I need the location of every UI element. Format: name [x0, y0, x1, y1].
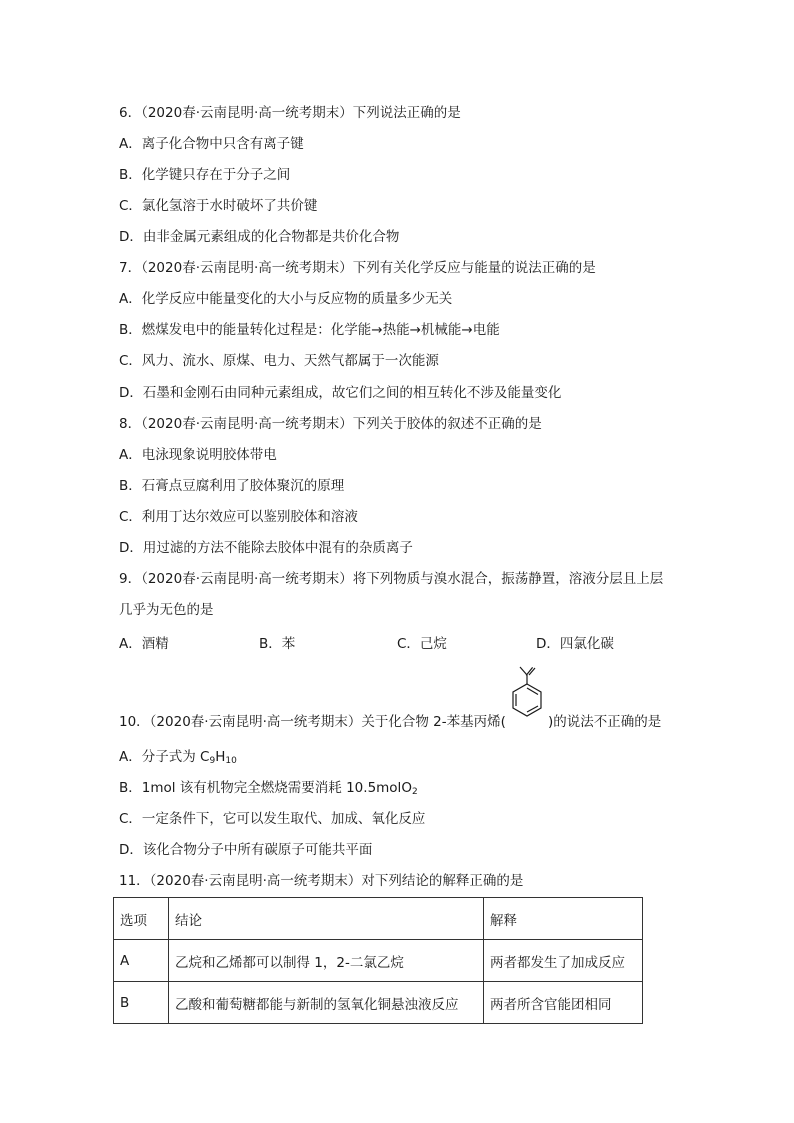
q8-stem: 8．（2020春·云南昆明·高一统考期末）下列关于胶体的叙述不正确的是: [119, 416, 542, 432]
table-header-cell: 结论: [169, 898, 484, 940]
q9-option-c: C．己烷: [397, 636, 447, 652]
q10-stem-pre: 10．（2020春·云南昆明·高一统考期末）关于化合物 2-苯基丙烯(: [119, 714, 506, 730]
table-cell: 两者所含官能团相同: [484, 982, 643, 1024]
q7-option-d: D．石墨和金刚石由同种元素组成，故它们之间的相互转化不涉及能量变化: [119, 385, 562, 401]
q9-option-d: D．四氯化碳: [536, 636, 614, 652]
table-row: [114, 940, 643, 982]
q6-option-d: D．由非金属元素组成的化合物都是共价化合物: [119, 229, 400, 245]
q10-option-a: A．分子式为 $C_9H_{10}$: [119, 749, 237, 766]
q9-stem-line2: 几乎为无色的是: [119, 602, 214, 618]
2-phenylpropene-structure-icon: [503, 665, 551, 723]
q8-option-c: C．利用丁达尔效应可以鉴别胶体和溶液: [119, 509, 358, 525]
q9-option-b: B．苯: [259, 636, 296, 652]
q6-option-c: C．氯化氢溶于水时破坏了共价键: [119, 198, 318, 214]
q7-stem: 7．（2020春·云南昆明·高一统考期末）下列有关化学反应与能量的说法正确的是: [119, 260, 596, 276]
q6-option-a: A．离子化合物中只含有离子键: [119, 136, 304, 152]
table-cell: A: [114, 940, 169, 982]
q8-option-d: D．用过滤的方法不能除去胶体中混有的杂质离子: [119, 540, 413, 556]
table-header-cell: 选项: [114, 898, 169, 940]
q7-option-a: A．化学反应中能量变化的大小与反应物的质量多少无关: [119, 291, 453, 307]
q9-option-a: A．酒精: [119, 636, 169, 652]
table-cell: 乙烷和乙烯都可以制得 1，2-二氯乙烷: [169, 940, 484, 982]
table-cell: 乙酸和葡萄糖都能与新制的氢氧化铜悬浊液反应: [169, 982, 484, 1024]
q8-option-a: A．电泳现象说明胶体带电: [119, 447, 277, 463]
q8-option-b: B．石膏点豆腐利用了胶体聚沉的原理: [119, 478, 345, 494]
table-cell: B: [114, 982, 169, 1024]
q10-option-c: C．一定条件下，它可以发生取代、加成、氧化反应: [119, 811, 426, 827]
table-cell: 两者都发生了加成反应: [484, 940, 643, 982]
q9-options-row: [119, 632, 679, 652]
q10-option-b: B．1mol 该有机物完全燃烧需要消耗 10.5molO$_2$: [119, 780, 418, 797]
q6-stem: 6．（2020春·云南昆明·高一统考期末）下列说法正确的是: [119, 105, 461, 121]
q11-answer-table: [113, 897, 643, 1024]
q11-stem: 11．（2020春·云南昆明·高一统考期末）对下列结论的解释正确的是: [119, 873, 524, 889]
q7-option-c: C．风力、流水、原煤、电力、天然气都属于一次能源: [119, 353, 439, 369]
q6-option-b: B．化学键只存在于分子之间: [119, 167, 291, 183]
q7-option-b: B．燃煤发电中的能量转化过程是：化学能→热能→机械能→电能: [119, 322, 500, 338]
q10-stem-post: )的说法不正确的是: [548, 714, 662, 730]
table-row: [114, 982, 643, 1024]
q10-option-d: D．该化合物分子中所有碳原子可能共平面: [119, 842, 373, 858]
table-header-row: [114, 898, 643, 940]
table-header-cell: 解释: [484, 898, 643, 940]
q9-stem-line1: 9．（2020春·云南昆明·高一统考期末）将下列物质与溴水混合，振荡静置，溶液分层且上层: [119, 571, 664, 587]
